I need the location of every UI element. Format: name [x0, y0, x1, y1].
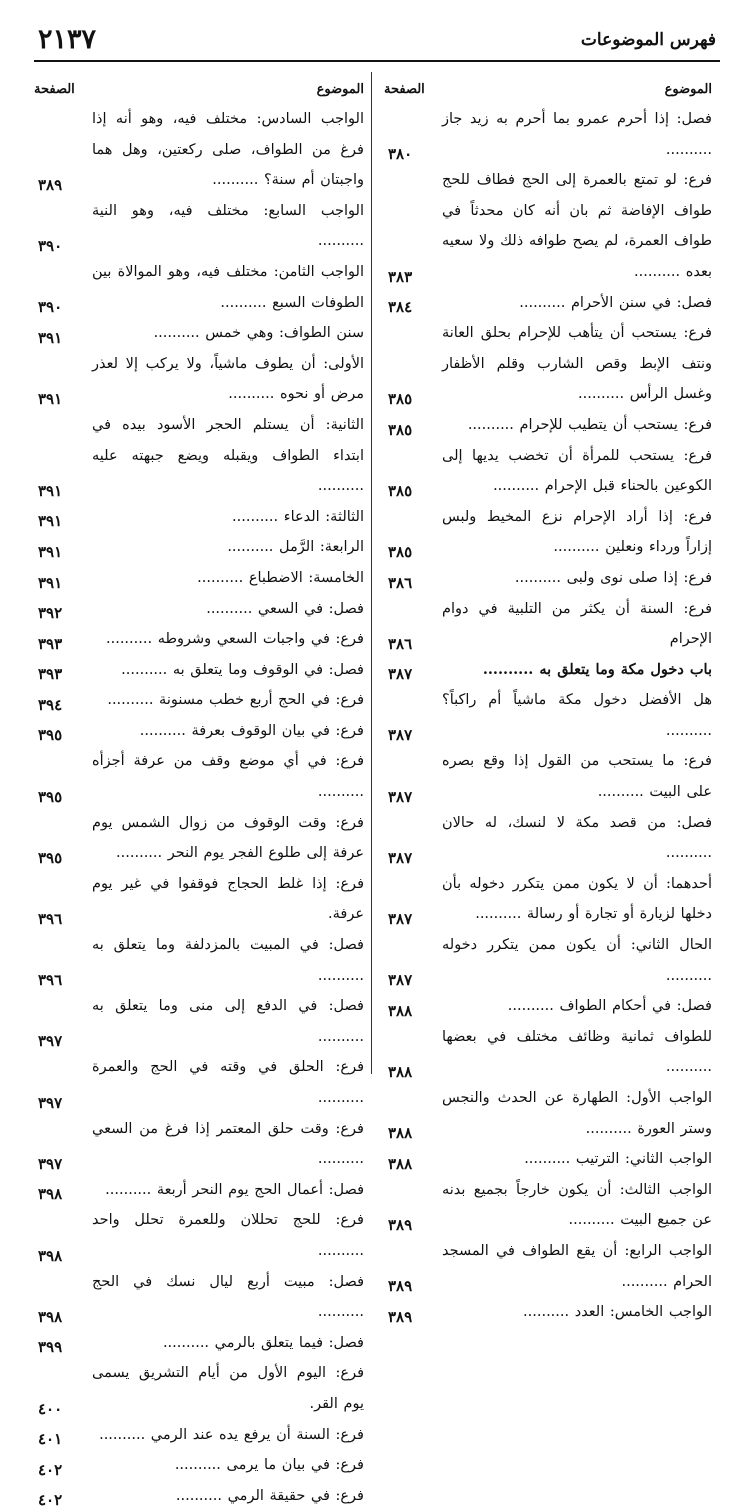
index-entry [34, 624, 364, 655]
index-entry [384, 869, 712, 930]
entry-topic: الواجب الأول: الطهارة عن الحدث والنجس وستر العورة .......... [442, 1090, 712, 1137]
index-entry [384, 165, 712, 287]
entry-topic: فرع: إذا صلى نوى ولبى .......... [514, 569, 712, 586]
index-entry [384, 104, 712, 165]
entry-topic: فرع: في واجبات السعي وشروطه .......... [106, 631, 364, 648]
index-entry [34, 930, 364, 991]
index-entry [34, 1420, 364, 1451]
index-column-left [34, 78, 364, 1511]
entry-topic: هل الأفضل دخول مكة ماشياً أم راكباً؟ .......... [442, 692, 712, 739]
entry-topic: الأولى: أن يطوف ماشياً، ولا يركب إلا لعذر مرض أو نحوه .......... [92, 355, 364, 403]
index-entry [384, 991, 712, 1022]
index-entry [384, 288, 712, 319]
entry-topic: الخامسة: الاضطباع .......... [197, 569, 364, 586]
index-entry [384, 1144, 712, 1175]
column-header [34, 78, 364, 104]
index-entry [384, 502, 712, 563]
index-entry [384, 1175, 712, 1236]
entry-page-number: ٣٩١ [38, 512, 63, 531]
entry-page-number: ٣٩٣ [38, 634, 63, 653]
entry-page-number: ٣٩٨ [38, 1246, 63, 1265]
entry-page-number: ٣٨٧ [388, 787, 413, 806]
entry-topic: فرع: إذا أراد الإحرام نزع المخيط ولبس إزاراً ورداء ونعلين .......... [442, 508, 712, 556]
entry-topic: فصل: مبيت أربع ليال نسك في الحج .......... [92, 1273, 364, 1321]
entry-page-number: ٣٨٨ [388, 1154, 413, 1173]
entry-page-number: ٣٩٠ [38, 236, 63, 255]
entry-page-number: ٣٨٧ [388, 848, 413, 867]
entry-topic: فصل: في سنن الأحرام .......... [519, 294, 712, 311]
entry-page-number: ٣٩٧ [38, 1093, 63, 1112]
entry-page-number: ٣٩١ [38, 542, 63, 561]
entry-topic: الواجب الثامن: مختلف فيه، وهو الموالاة بين الطوفات السبع .......... [92, 263, 364, 311]
entry-page-number: ٣٩٨ [38, 1185, 63, 1204]
entry-page-number: ٣٩١ [38, 328, 63, 347]
entry-page-number: ٣٩٦ [38, 971, 63, 990]
index-entry [34, 257, 364, 318]
index-entry [34, 594, 364, 625]
entry-topic: باب دخول مكة وما يتعلق به .......... [482, 660, 712, 678]
entry-page-number: ٣٨٣ [388, 267, 413, 286]
index-entry [34, 1450, 364, 1481]
column-divider [371, 72, 372, 1074]
entry-page-number: ٣٨٩ [38, 175, 63, 194]
entry-topic: فرع: اليوم الأول من أيام التشريق يسمى يوم القر. [92, 1365, 364, 1412]
entry-page-number: ٣٩٦ [38, 910, 63, 929]
index-entry [384, 1236, 712, 1297]
entry-topic: فصل: من قصد مكة لا لنسك، له حالان .......... [442, 814, 712, 862]
entry-page-number: ٣٩٨ [38, 1307, 63, 1326]
entry-page-number: ٤٠١ [38, 1430, 63, 1449]
entry-topic: الواجب السادس: مختلف فيه، وهو أنه إذا فرغ من الطواف، صلى ركعتين، وهل هما واجبتان أم سنة؟ .......... [92, 111, 364, 189]
entry-topic: فصل: في أحكام الطواف .......... [507, 998, 712, 1015]
entry-page-number: ٣٩٥ [38, 726, 63, 745]
index-entry [34, 196, 364, 257]
index-entry [34, 869, 364, 930]
entry-topic: فرع: يستحب أن يتطيب للإحرام .......... [467, 416, 712, 433]
entry-page-number: ٣٩٢ [38, 604, 63, 623]
index-entry [34, 1267, 364, 1328]
entry-topic: فرع: في حقيقة الرمي .......... [175, 1487, 364, 1504]
index-entry [34, 716, 364, 747]
entry-page-number: ٣٨٧ [388, 971, 413, 990]
index-entry [34, 410, 364, 502]
index-entry [34, 1358, 364, 1419]
index-entry [384, 594, 712, 655]
entry-page-number: ٤٠٢ [38, 1491, 63, 1510]
entry-topic: فرع: للحج تحللان وللعمرة تحلل واحد .......... [92, 1212, 364, 1259]
entry-topic: الثالثة: الدعاء .......... [232, 508, 364, 525]
entry-topic: فرع: يستحب أن يتأهب للإحرام بحلق العانة ونتف الإبط وقص الشارب وقلم الأظفار وغسل الرأس .......... [442, 325, 712, 403]
entry-page-number: ٣٩٥ [38, 848, 63, 867]
entry-topic: فرع: في أي موضع وقف من عرفة أجزأه .......... [92, 753, 364, 801]
entry-topic: الحال الثاني: أن يكون ممن يتكرر دخوله .......... [442, 937, 712, 984]
index-entry [384, 1022, 712, 1083]
entry-page-number: ٣٨٩ [388, 1307, 413, 1326]
entry-topic: الواجب الخامس: العدد .......... [523, 1304, 712, 1321]
page-number: ٢١٣٧ [38, 24, 97, 55]
entry-page-number: ٣٨٥ [388, 420, 413, 439]
entry-topic: فصل: إذا أحرم عمرو بما أحرم به زيد جاز .......... [442, 111, 712, 158]
entry-page-number: ٣٨٦ [388, 634, 413, 653]
entry-topic: فصل: في الدفع إلى منى وما يتعلق به .......... [92, 998, 364, 1045]
index-entry [34, 563, 364, 594]
entry-page-number: ٣٩٩ [38, 1338, 63, 1357]
index-entry [34, 991, 364, 1052]
entry-topic: فصل: في السعي .......... [206, 600, 364, 617]
index-entry [384, 930, 712, 991]
index-entry [34, 655, 364, 686]
page-header [38, 24, 716, 58]
index-entry [384, 1083, 712, 1144]
entry-topic: الرابعة: الرَّمل .......... [227, 539, 364, 556]
entry-page-number: ٣٩٠ [38, 298, 63, 317]
index-entry [34, 1175, 364, 1206]
entry-topic: فصل: في الوقوف وما يتعلق به .......... [121, 661, 364, 678]
entry-page-number: ٣٨٩ [388, 1215, 413, 1234]
entry-page-number: ٣٨٥ [388, 389, 413, 408]
index-entry [34, 1052, 364, 1113]
index-entry [34, 104, 364, 196]
entry-page-number: ٤٠٢ [38, 1460, 63, 1479]
entry-page-number: ٤٠٠ [38, 1399, 63, 1418]
index-entry [34, 318, 364, 349]
entry-topic: فرع: وقت حلق المعتمر إذا فرغ من السعي .......... [92, 1120, 364, 1168]
index-entry [34, 1481, 364, 1511]
entry-page-number: ٣٨٧ [388, 665, 413, 684]
entry-page-number: ٣٨٨ [388, 1124, 413, 1143]
entry-page-number: ٣٨٩ [388, 1277, 413, 1296]
entry-topic: فصل: أعمال الحج يوم النحر أربعة .......... [105, 1181, 364, 1198]
index-entry [384, 808, 712, 869]
entry-page-number: ٣٩١ [38, 481, 63, 500]
index-entry [34, 1114, 364, 1175]
entry-page-number: ٣٨٧ [388, 726, 413, 745]
index-entry [34, 349, 364, 410]
index-entry [384, 655, 712, 686]
entry-page-number: ٣٩٧ [38, 1032, 63, 1051]
index-entry [34, 746, 364, 807]
entry-topic: الواجب الثالث: أن يكون خارجاً بجميع بدنه عن جميع البيت .......... [442, 1181, 712, 1229]
entry-topic: فرع: ما يستحب من القول إذا وقع بصره على البيت .......... [442, 753, 712, 801]
index-entry [34, 1328, 364, 1359]
index-entry [384, 318, 712, 410]
entry-topic: الواجب السابع: مختلف فيه، وهو النية .......... [92, 202, 364, 250]
entry-topic: فرع: يستحب للمرأة أن تخضب يديها إلى الكوعين بالحناء قبل الإحرام .......... [442, 447, 712, 495]
entry-topic: فصل: في المبيت بالمزدلفة وما يتعلق به .......... [92, 937, 364, 984]
entry-page-number: ٣٨٤ [388, 298, 413, 317]
entry-topic: فرع: في الحج أربع خطب مسنونة .......... [107, 692, 364, 709]
entry-page-number: ٣٨٥ [388, 542, 413, 561]
index-entry [34, 685, 364, 716]
entry-list [384, 104, 712, 1328]
index-entry [34, 1205, 364, 1266]
entry-page-number: ٣٩١ [38, 389, 63, 408]
index-entry [384, 410, 712, 441]
index-entry [34, 502, 364, 533]
entry-page-number: ٣٨٦ [388, 573, 413, 592]
running-title: فهرس الموضوعات [580, 30, 716, 50]
entry-topic: فرع: الحلق في وقته في الحج والعمرة .......... [92, 1059, 364, 1106]
index-entry [384, 685, 712, 746]
entry-page-number: ٣٨٠ [388, 145, 413, 164]
entry-topic: فرع: السنة أن يرفع يده عند الرمي .......... [99, 1426, 364, 1443]
entry-page-number: ٣٩٣ [38, 665, 63, 684]
entry-page-number: ٣٨٨ [388, 1063, 413, 1081]
entry-topic: فرع: لو تمتع بالعمرة إلى الحج فطاف للحج طواف الإفاضة ثم بان أنه كان محدثاً في طواف العمرة، لم يصح طوافه ذلك ولا سعيه بعده .......... [442, 172, 712, 280]
entry-topic: فصل: فيما يتعلق بالرمي .......... [162, 1334, 364, 1351]
entry-page-number: ٣٨٧ [388, 910, 413, 929]
entry-topic: فرع: وقت الوقوف من زوال الشمس يوم عرفة إلى طلوع الفجر يوم النحر .......... [92, 814, 364, 862]
index-entry [384, 1297, 712, 1328]
page-header-label: الصفحة [384, 82, 425, 97]
index-entry [34, 532, 364, 563]
entry-topic: أحدهما: أن لا يكون ممن يتكرر دخوله بأن دخلها لزيارة أو تجارة أو رسالة .......... [442, 875, 712, 923]
entry-topic: الثانية: أن يستلم الحجر الأسود بيده في ابتداء الطواف ويقبله ويضع جبهته عليه .......... [92, 416, 364, 495]
index-entry [384, 563, 712, 594]
entry-list [34, 104, 364, 1511]
entry-topic: للطواف ثمانية وظائف مختلف في بعضها .......... [442, 1028, 712, 1076]
topic-header: الموضوع [664, 82, 712, 97]
index-entry [34, 808, 364, 869]
column-header [384, 78, 712, 104]
entry-page-number: ٣٩٤ [38, 695, 63, 714]
topic-header: الموضوع [316, 82, 364, 97]
entry-page-number: ٣٨٥ [388, 481, 413, 500]
entry-page-number: ٣٩٧ [38, 1154, 63, 1173]
index-column-right [384, 78, 712, 1328]
index-entry [384, 441, 712, 502]
header-rule [34, 60, 720, 62]
entry-page-number: ٣٩١ [38, 573, 63, 592]
entry-page-number: ٣٨٨ [388, 1001, 413, 1020]
entry-page-number: ٣٩٥ [38, 787, 63, 806]
entry-topic: الواجب الرابع: أن يقع الطواف في المسجد الحرام .......... [442, 1242, 712, 1290]
entry-topic: فرع: في بيان الوقوف بعرفة .......... [139, 722, 364, 739]
entry-topic: الواجب الثاني: الترتيب .......... [524, 1151, 712, 1168]
index-entry [384, 746, 712, 807]
entry-topic: فرع: إذا غلط الحجاج فوقفوا في غير يوم عرفة. [92, 875, 364, 923]
entry-topic: سنن الطواف: وهي خمس .......... [153, 325, 364, 342]
entry-topic: فرع: في بيان ما يرمى .......... [174, 1457, 364, 1474]
entry-topic: فرع: السنة أن يكثر من التلبية في دوام الإحرام [442, 600, 712, 648]
page-header-label: الصفحة [34, 82, 75, 97]
